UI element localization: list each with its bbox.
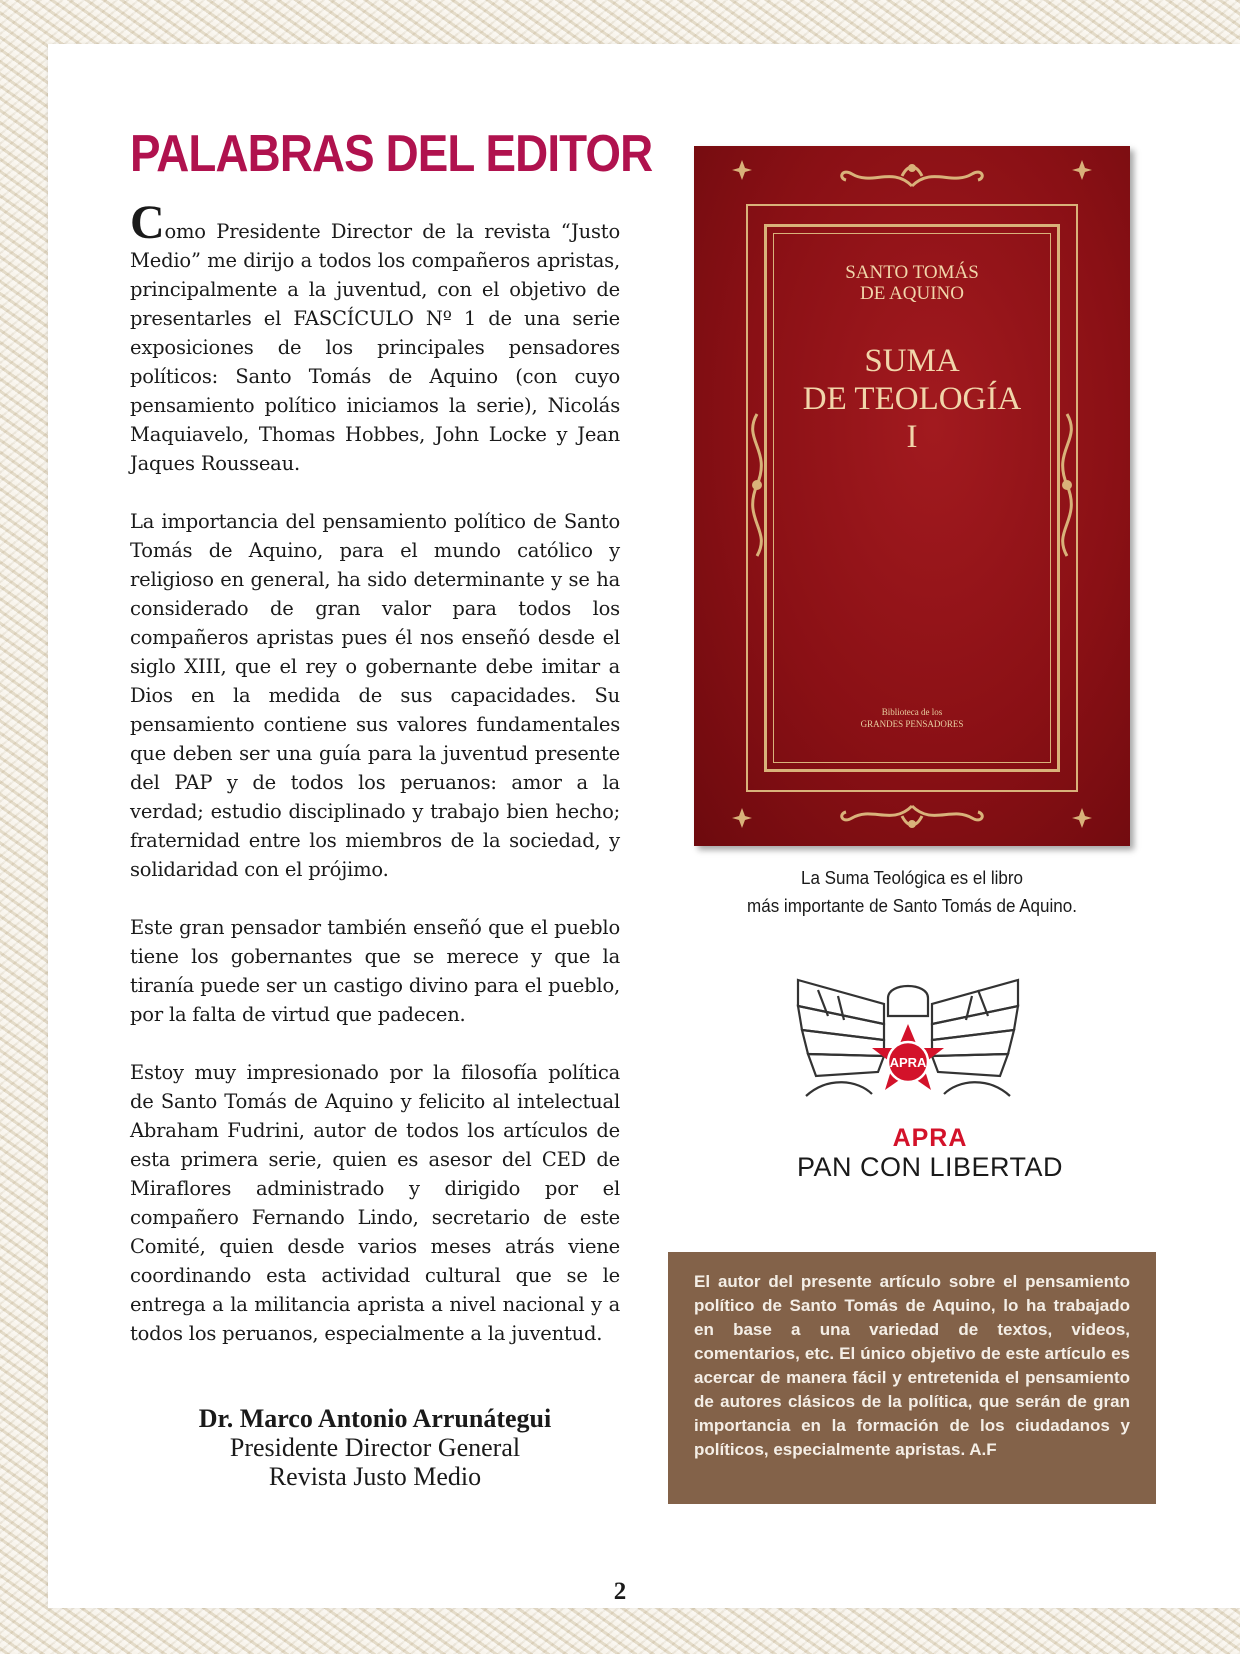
logo-emblem-text: APRA xyxy=(889,1055,927,1070)
book-inner-line xyxy=(773,233,1051,763)
corner-ornament-icon xyxy=(730,806,754,830)
top-ornament-icon xyxy=(832,156,992,190)
caption-line-1: La Suma Teológica es el libro xyxy=(800,867,1024,888)
brand-name: APRA xyxy=(892,1124,968,1152)
corner-ornament-icon xyxy=(730,158,754,182)
drop-cap: C xyxy=(130,196,165,249)
editor-article xyxy=(130,196,620,1377)
signature-org: Revista Justo Medio xyxy=(268,1462,482,1491)
book-author: SANTO TOMÁS DE AQUINO xyxy=(845,262,979,304)
article-paragraph-1 xyxy=(130,196,620,478)
page-title: PALABRAS DEL EDITOR xyxy=(130,125,653,183)
article-paragraph-2: La importancia del pensamiento político de Santo Tomás de Aquino, para el mundo católico y religioso en general, ha sido determinante y se ha considerado de gran valor para todos los compañeros apristas pues él nos enseñó desde el siglo XIII, que el rey o gobernante debe imitar a Dios en la medida de sus capacidades. Su pensamiento contiene sus valores fundamentales que deben ser una guía para la juventud presente del PAP y de todos los peruanos: amor a la verdad; estudio disciplinado y trabajo bien hecho; fraternidad entre los miembros de la sociedad, y solidaridad con el prójimo. xyxy=(130,510,620,881)
book-inner-frame xyxy=(764,224,1060,772)
signature-name: Dr. Marco Antonio Arrunátegui xyxy=(198,1404,552,1433)
page-number: 2 xyxy=(613,1578,627,1605)
caption-line-2: más importante de Santo Tomás de Aquino. xyxy=(747,895,1077,916)
signature-role: Presidente Director General xyxy=(229,1433,521,1462)
bottom-ornament-icon xyxy=(832,802,992,836)
article-paragraph-3: Este gran pensador también enseñó que el pueblo tiene los gobernantes que se merece y que la tiranía puede ser un castigo divino para el pueblo, por la falta de virtud que padecen. xyxy=(130,916,620,1026)
author-note-text: El autor del presente artículo sobre el pensamiento político de Santo Tomás de Aquino, lo ha trabajado en base a una variedad de textos, videos, comentarios, etc. El único objetivo de este artículo es acercar de manera fácil y entretenida el pensamiento de autores clásicos de la política, que serán de gran importancia en la formación de los ciudadanos y políticos, especialmente apristas. A.F xyxy=(694,1272,1130,1459)
book-publisher: Biblioteca de los GRANDES PENSADORES xyxy=(860,707,964,729)
book-caption xyxy=(711,864,1112,920)
article-paragraph-4: Estoy muy impresionado por la filosofía política de Santo Tomás de Aquino y felicito al intelectual Abraham Fudrini, autor de todos los artículos de esta primera serie, quien es asesor del CED de Miraflores administrado y dirigido por el compañero Fernando Lindo, secretario de este Comité, quien desde varios meses atrás viene coordinando esta actividad cultural que se le entrega a la militancia aprista a nivel nacional y a todos los peruanos, especialmente a la juventud. xyxy=(130,1061,620,1345)
corner-ornament-icon xyxy=(1070,158,1094,182)
article-paragraph-1-text: omo Presidente Director de la revista “Justo Medio” me dirijo a todos los compañeros apristas, principalmente a la juventud, con el objetivo de presentarles el FASCÍCULO Nº 1 de una serie exposiciones de los principales pensadores políticos: Santo Tomás de Aquino (con cuyo pensamiento político iniciamos la serie), Nicolás Maquiavelo, Thomas Hobbes, John Locke y Jean Jaques Rousseau. xyxy=(130,220,620,475)
signature-block xyxy=(130,1404,620,1491)
book-title: SUMA DE TEOLOGÍA I xyxy=(802,343,1022,455)
author-note-box xyxy=(668,1252,1156,1504)
apra-condor-logo-icon xyxy=(788,976,1028,1110)
brand-slogan: PAN CON LIBERTAD xyxy=(796,1152,1064,1182)
book-cover-image xyxy=(694,146,1130,846)
corner-ornament-icon xyxy=(1070,806,1094,830)
